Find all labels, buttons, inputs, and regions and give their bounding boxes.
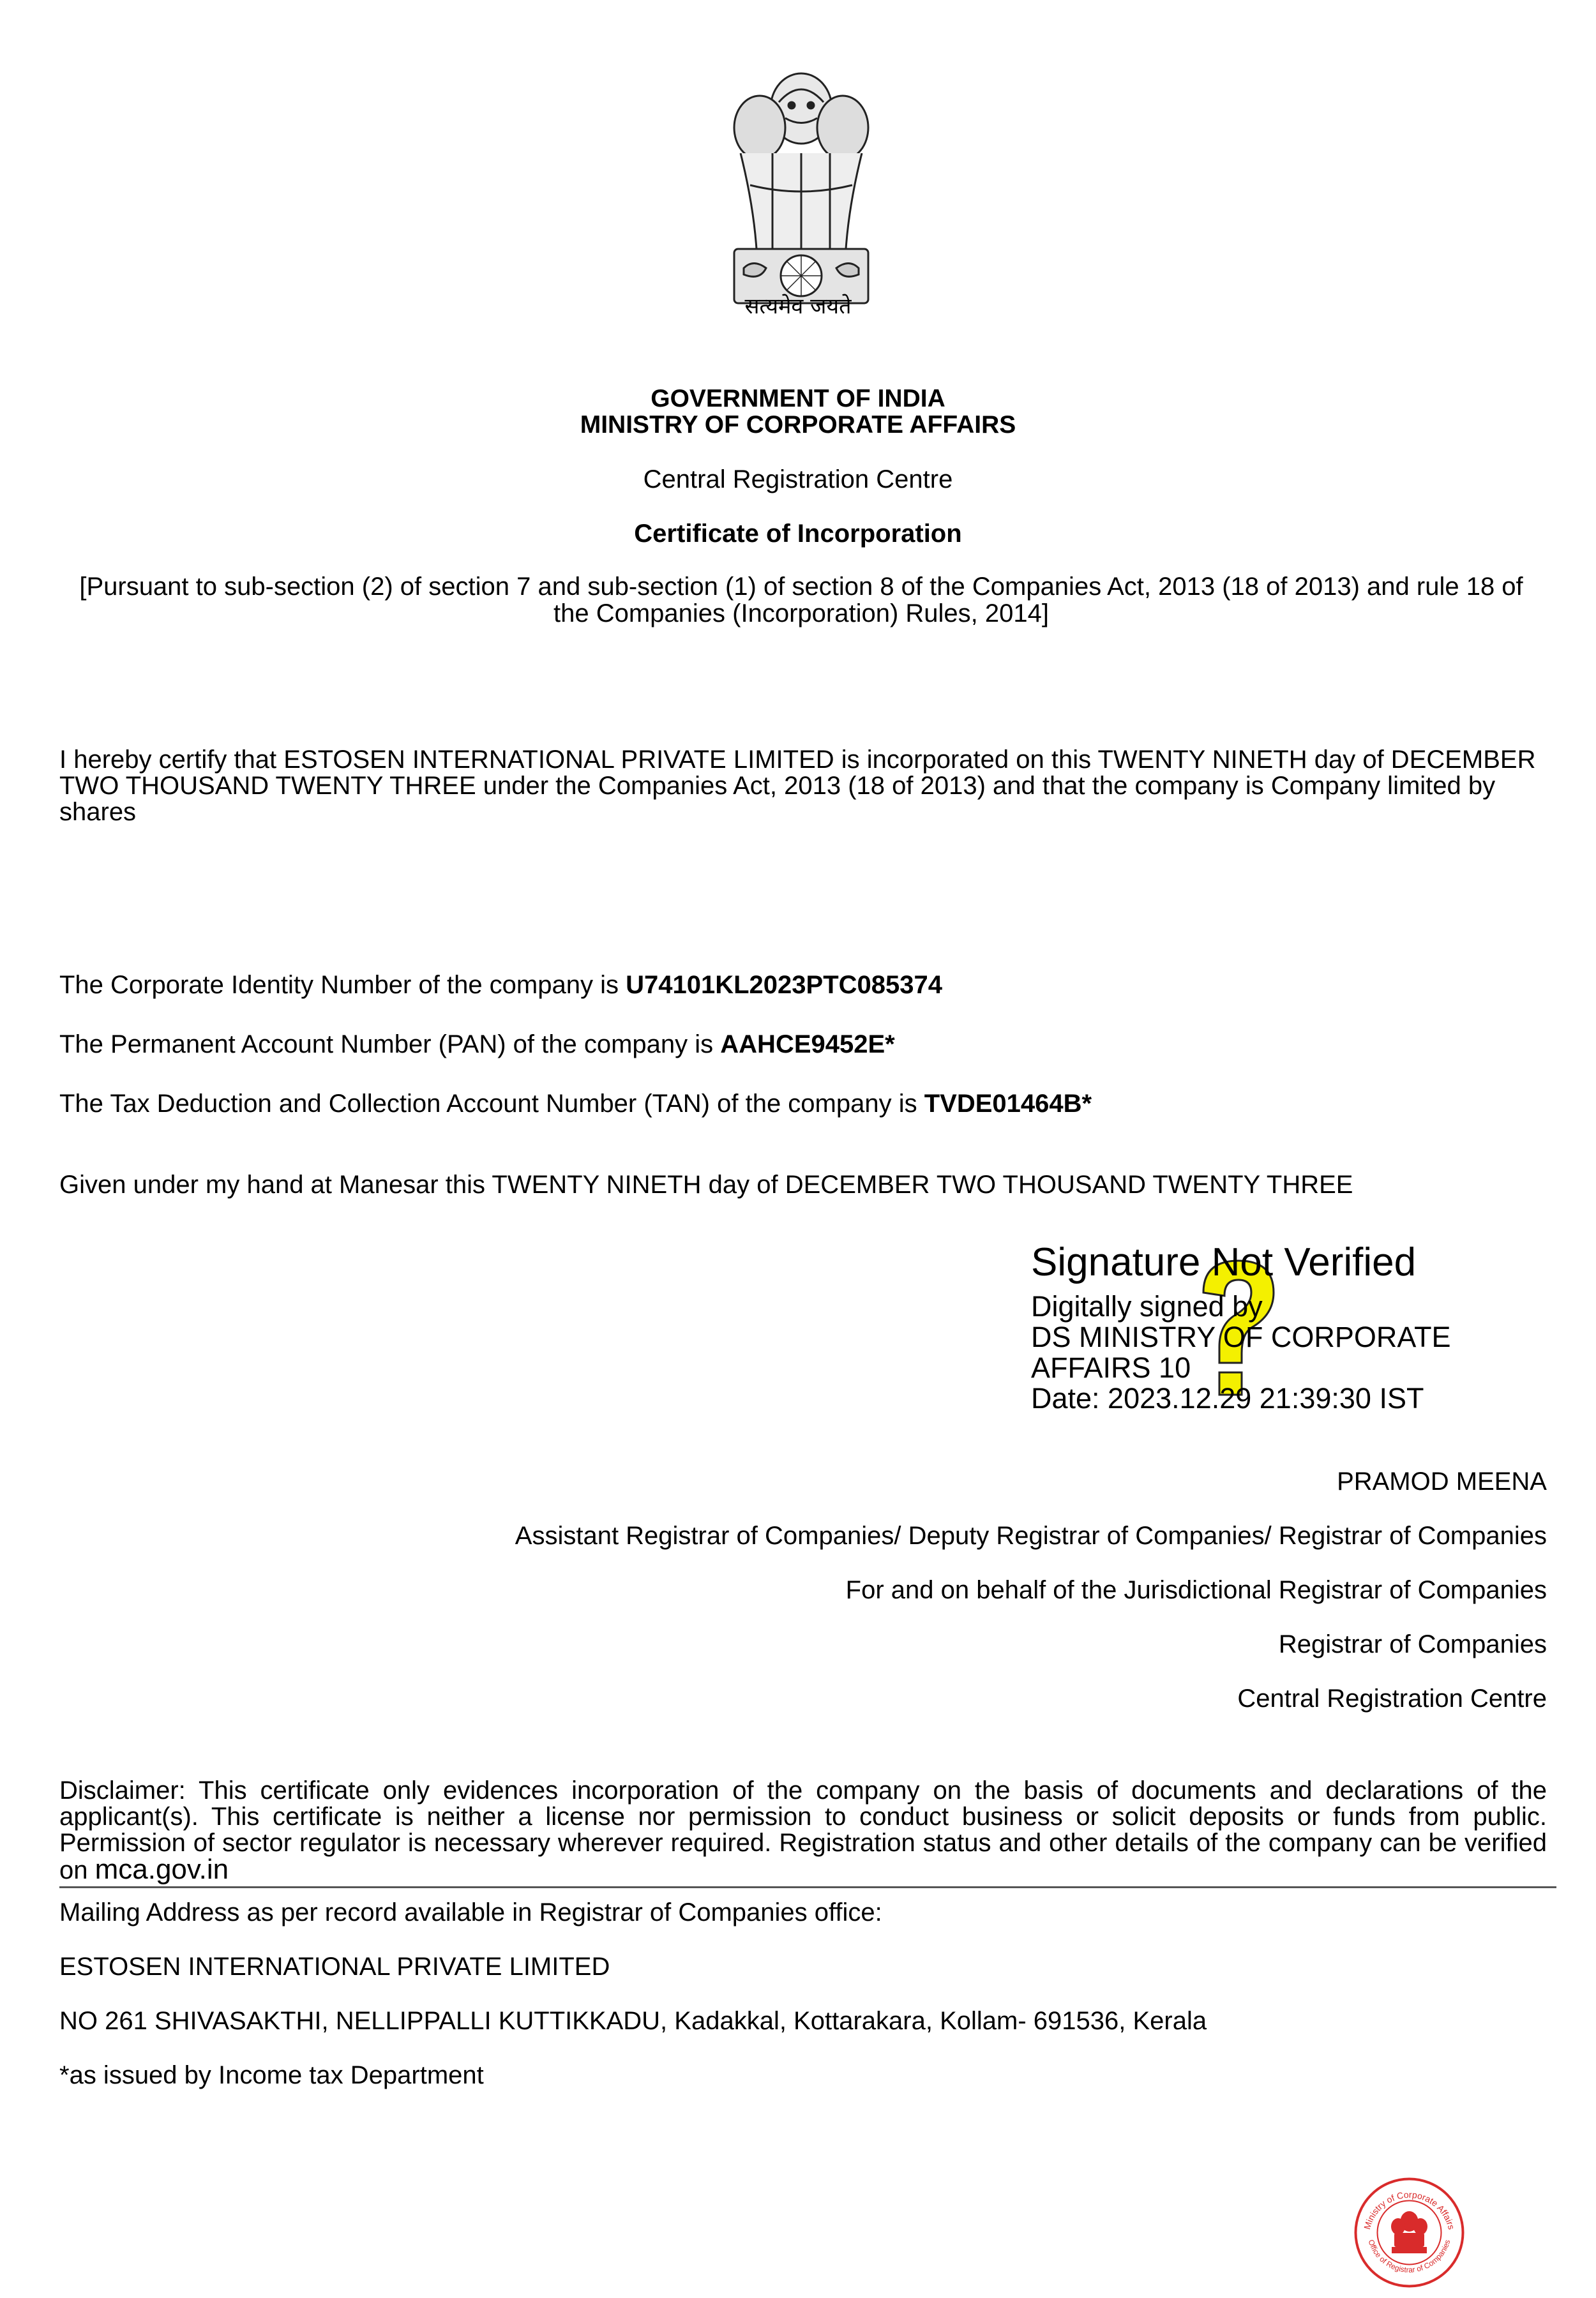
given-under-hand: Given under my hand at Manesar this TWENTY NINETH day of DECEMBER TWO THOUSAND TWENTY THREE bbox=[59, 1171, 1353, 1199]
ministry-title: MINISTRY OF CORPORATE AFFAIRS bbox=[580, 411, 1016, 439]
divider bbox=[59, 1886, 1556, 1888]
tan-label: The Tax Deduction and Collection Account Number (TAN) of the company is bbox=[59, 1090, 924, 1118]
national-emblem-icon bbox=[715, 57, 887, 326]
registrar-title: Registrar of Companies bbox=[1278, 1630, 1547, 1658]
certificate-title: Certificate of Incorporation bbox=[634, 520, 962, 548]
official-seal-icon bbox=[1353, 2177, 1465, 2288]
registrar-centre: Central Registration Centre bbox=[1237, 1685, 1547, 1713]
cin-value: U74101KL2023PTC085374 bbox=[626, 971, 942, 999]
registrar-designation: Assistant Registrar of Companies/ Deputy Registrar of Companies/ Registrar of Companies bbox=[515, 1522, 1547, 1550]
tan-line bbox=[59, 1090, 1547, 1117]
signature-status: Signature Not Verified bbox=[1031, 1240, 1417, 1284]
tax-note: *as issued by Income tax Department bbox=[59, 2061, 484, 2089]
emblem-motto: सत्यमेव जयते bbox=[744, 294, 852, 319]
seal-text-bottom: Office of Registrar of Companies bbox=[1366, 2238, 1452, 2274]
disclaimer bbox=[59, 1778, 1547, 1884]
pan-label: The Permanent Account Number (PAN) of the company is bbox=[59, 1030, 721, 1058]
mailing-company: ESTOSEN INTERNATIONAL PRIVATE LIMITED bbox=[59, 1953, 610, 1981]
pursuant-clause: [Pursuant to sub-section (2) of section 7 and sub-section (1) of section 8 of the Companies Act, 2013 (18 of 2013) and rule 18 of the Companies (Incorporation) Rules, 2014] bbox=[79, 573, 1523, 627]
government-title: GOVERNMENT OF INDIA bbox=[651, 385, 945, 412]
registrar-name: PRAMOD MEENA bbox=[1337, 1468, 1547, 1496]
disclaimer-text: Disclaimer: This certificate only evidences incorporation of the company on the basis of documents and declarations of the applicant(s). This certificate is neither a license nor permission to conduct business or solicit deposits or funds from public. Permission of sector regulator is necessary wherever required. Registration status and other details of the company can be verified on bbox=[59, 1776, 1547, 1884]
digital-signature-block bbox=[1031, 1242, 1542, 1414]
signature-line-2: DS MINISTRY OF CORPORATE bbox=[1031, 1321, 1451, 1353]
mca-link[interactable]: mca.gov.in bbox=[94, 1854, 229, 1885]
certify-paragraph: I hereby certify that ESTOSEN INTERNATIONAL PRIVATE LIMITED is incorporated on this TWENTY NINETH day of DECEMBER TWO THOUSAND TWENTY THREE under the Companies Act, 2013 (18 of 2013) and that the company is Company limited by shares bbox=[59, 746, 1536, 826]
mailing-address: NO 261 SHIVASAKTHI, NELLIPPALLI KUTTIKKADU, Kadakkal, Kottarakara, Kollam- 691536, Kerala bbox=[59, 2007, 1207, 2035]
signature-line-1: Digitally signed by bbox=[1031, 1290, 1263, 1323]
cin-label: The Corporate Identity Number of the company is bbox=[59, 971, 626, 999]
signature-line-3: AFFAIRS 10 bbox=[1031, 1351, 1191, 1384]
pan-value: AAHCE9452E* bbox=[720, 1030, 895, 1058]
tan-value: TVDE01464B* bbox=[924, 1090, 1092, 1118]
seal-text-top: Ministry of Corporate Affairs bbox=[1362, 2189, 1457, 2231]
signature-date: Date: 2023.12.29 21:39:30 IST bbox=[1031, 1382, 1424, 1415]
pan-line bbox=[59, 1031, 1547, 1058]
centre-name: Central Registration Centre bbox=[643, 465, 953, 493]
cin-line bbox=[59, 972, 1547, 998]
registrar-behalf: For and on behalf of the Jurisdictional Registrar of Companies bbox=[845, 1576, 1547, 1604]
mailing-label: Mailing Address as per record available in Registrar of Companies office: bbox=[59, 1898, 882, 1926]
